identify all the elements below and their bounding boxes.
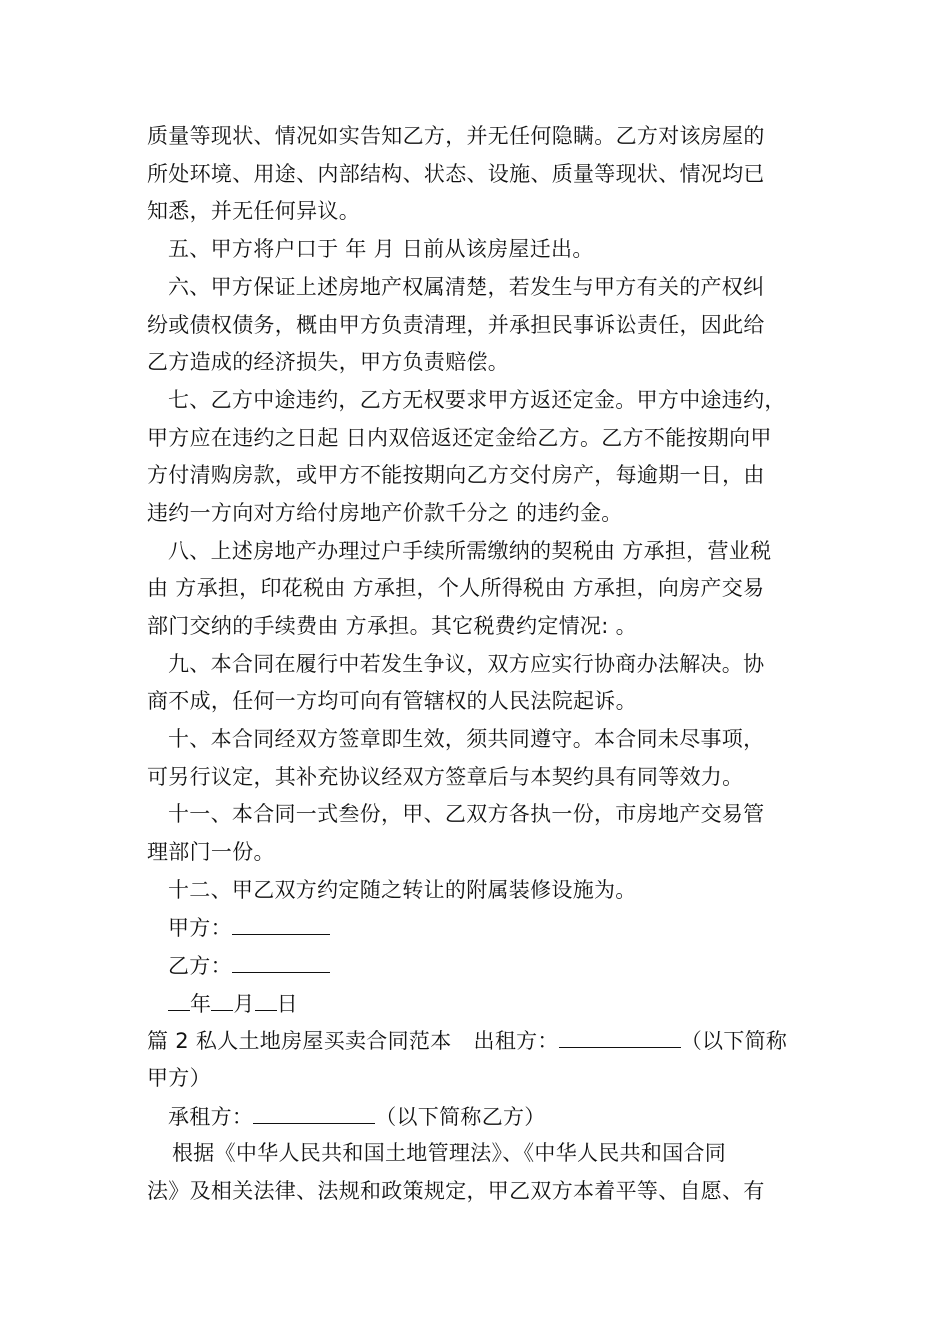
text-line: 违约一方向对方给付房地产价款千分之 的违约金。	[147, 501, 623, 525]
signature-party-b	[168, 950, 330, 980]
lessor-blank	[559, 1025, 681, 1048]
lessor-suffix: （以下简称	[680, 1029, 788, 1053]
lessor-label: 出租方：	[473, 1029, 559, 1053]
text-line: 知悉，并无任何异议。	[147, 199, 360, 223]
year-blank	[168, 988, 190, 1011]
text-line: 部门交纳的手续费由 方承担。其它税费约定情况: 。	[147, 614, 637, 638]
date-month-label: 月	[233, 992, 255, 1016]
basis-line: 根据《中华人民共和国土地管理法》、《中华人民共和国合同	[172, 1141, 727, 1165]
text-line: 纷或债权债务，概由甲方负责清理，并承担民事诉讼责任，因此给	[147, 313, 765, 337]
day-blank	[255, 988, 277, 1011]
text-line: 理部门一份。	[147, 840, 275, 864]
clause-8: 八、上述房地产办理过户手续所需缴纳的契税由 方承担，营业税	[168, 539, 772, 563]
party-a-label: 甲方：	[168, 916, 232, 940]
clause-5: 五、甲方将户口于 年 月 日前从该房屋迁出。	[168, 237, 594, 261]
lessee-suffix: （以下简称乙方）	[375, 1105, 546, 1129]
text-line: 乙方造成的经济损失，甲方负责赔偿。	[147, 350, 510, 374]
text-line: 甲方）	[147, 1066, 211, 1090]
text-line: 可另行议定，其补充协议经双方签章后与本契约具有同等效力。	[147, 765, 744, 789]
date-day-label: 日	[276, 992, 298, 1016]
text-line: 由 方承担，印花税由 方承担，个人所得税由 方承担，向房产交易	[147, 576, 765, 600]
date-year-label: 年	[190, 992, 212, 1016]
section-2-title: 篇 2 私人土地房屋买卖合同范本	[147, 1029, 452, 1053]
text-line: 甲方应在违约之日起 日内双倍返还定金给乙方。乙方不能按期向甲	[147, 426, 772, 450]
text-line: 质量等现状、情况如实告知乙方，并无任何隐瞒。乙方对该房屋的	[147, 124, 765, 148]
clause-7: 七、乙方中途违约，乙方无权要求甲方返还定金。甲方中途违约，	[168, 388, 786, 412]
clause-11: 十一、本合同一式叁份，甲、乙双方各执一份，市房地产交易管	[168, 802, 765, 826]
date-line	[168, 988, 298, 1018]
party-b-blank	[232, 950, 330, 973]
party-a-blank	[232, 912, 330, 935]
text-line: 所处环境、用途、内部结构、状态、设施、质量等现状、情况均已	[147, 162, 765, 186]
signature-party-a	[168, 912, 330, 942]
party-b-label: 乙方：	[168, 954, 232, 978]
clause-10: 十、本合同经双方签章即生效，须共同遵守。本合同未尽事项，	[168, 727, 765, 751]
clause-12: 十二、甲乙双方约定随之转让的附属装修设施为。	[168, 878, 637, 902]
section-2-heading-line	[147, 1025, 787, 1055]
text-line: 法》及相关法律、法规和政策规定，甲乙双方本着平等、自愿、有	[147, 1179, 765, 1203]
clause-9: 九、本合同在履行中若发生争议，双方应实行协商办法解决。协	[168, 652, 765, 676]
text-line: 商不成，任何一方均可向有管辖权的人民法院起诉。	[147, 689, 637, 713]
lessee-blank	[253, 1101, 375, 1124]
lessee-label: 承租方：	[168, 1105, 254, 1129]
text-line: 方付清购房款，或甲方不能按期向乙方交付房产，每逾期一日，由	[147, 463, 765, 487]
clause-6: 六、甲方保证上述房地产权属清楚，若发生与甲方有关的产权纠	[168, 275, 765, 299]
lessee-line	[168, 1101, 546, 1131]
month-blank	[211, 988, 233, 1011]
